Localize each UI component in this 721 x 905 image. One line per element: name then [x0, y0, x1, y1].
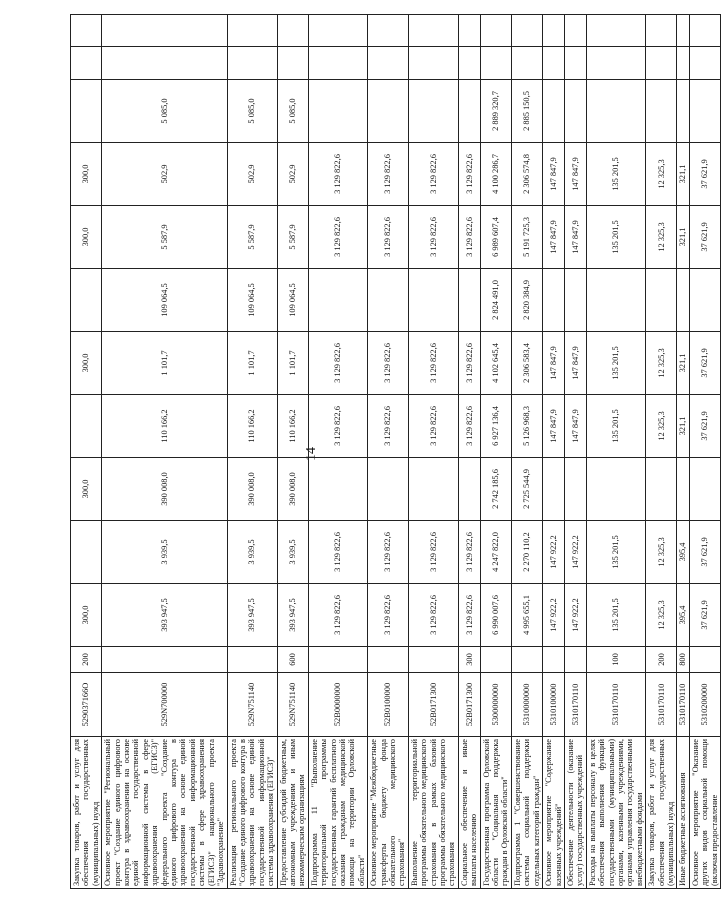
row-value-cell: 4 247 822,0	[480, 521, 511, 584]
row-value-cell	[646, 458, 677, 521]
row-code-cell: 52В0100000	[368, 673, 409, 737]
row-value-cell: 300,0	[71, 206, 102, 269]
row-value-cell: 502,9	[277, 143, 308, 206]
row-value-cell: 4 100 286,7	[480, 143, 511, 206]
row-name-cell: Государственная программа Орловской области "Социальная поддержка граждан в Орловской области"	[480, 737, 511, 889]
row-value-cell	[277, 47, 308, 80]
row-name-cell: Иные бюджетные ассигнования	[677, 737, 689, 889]
row-value-cell: 147 847,9	[543, 206, 565, 269]
row-value-cell: 390 008,0	[277, 458, 308, 521]
row-value-cell: 3 939,5	[102, 521, 227, 584]
row-value-cell	[71, 395, 102, 458]
row-value-cell: 12 325,3	[646, 521, 677, 584]
row-value-cell: 300,0	[71, 458, 102, 521]
row-value-cell: 135 201,5	[586, 332, 645, 395]
row-value-cell: 3 129 822,6	[368, 332, 409, 395]
row-value-cell: 147 847,9	[564, 395, 586, 458]
row-value-cell: 395,4	[677, 584, 689, 647]
row-value-cell	[677, 269, 689, 332]
row-value-cell	[646, 15, 677, 48]
table-row	[646, 15, 677, 889]
row-expense-type-cell	[480, 647, 511, 673]
row-value-cell	[586, 269, 645, 332]
row-code-cell: 5310170110	[677, 673, 689, 737]
row-value-cell: 321,1	[677, 143, 689, 206]
row-value-cell	[308, 458, 367, 521]
row-value-cell	[689, 15, 720, 48]
row-expense-type-cell	[511, 647, 542, 673]
row-value-cell: 300,0	[71, 584, 102, 647]
row-value-cell: 37 621,9	[689, 584, 720, 647]
row-code-cell: 5310170110	[586, 673, 645, 737]
row-value-cell	[71, 15, 102, 48]
row-value-cell: 37 621,9	[689, 143, 720, 206]
row-expense-type-cell: 600	[277, 647, 308, 673]
row-value-cell: 2 306 574,8	[511, 143, 542, 206]
row-value-cell	[308, 80, 367, 143]
row-value-cell	[543, 15, 565, 48]
row-value-cell: 135 201,5	[586, 143, 645, 206]
row-value-cell: 3 129 822,6	[458, 206, 480, 269]
row-value-cell: 502,9	[102, 143, 227, 206]
row-value-cell: 135 201,5	[586, 206, 645, 269]
row-expense-type-cell	[408, 647, 458, 673]
row-value-cell	[368, 458, 409, 521]
row-value-cell	[564, 458, 586, 521]
row-value-cell: 109 064,5	[102, 269, 227, 332]
row-expense-type-cell: 200	[71, 647, 102, 673]
row-value-cell: 3 129 822,6	[458, 332, 480, 395]
row-name-cell: Выполнение территориальной программы обязательного медицинского страхования в рамках базовой программы обязательного медицинского страхования	[408, 737, 458, 889]
row-value-cell: 147 847,9	[543, 395, 565, 458]
row-value-cell: 3 129 822,6	[308, 521, 367, 584]
row-value-cell: 2 725 544,9	[511, 458, 542, 521]
row-value-cell: 6 990 007,6	[480, 584, 511, 647]
table-row	[689, 15, 720, 889]
row-value-cell	[71, 80, 102, 143]
row-value-cell	[564, 80, 586, 143]
row-value-cell	[458, 47, 480, 80]
table-row	[458, 15, 480, 889]
row-value-cell: 147 922,2	[564, 521, 586, 584]
row-value-cell: 393 947,5	[277, 584, 308, 647]
row-value-cell	[689, 458, 720, 521]
row-value-cell	[564, 15, 586, 48]
row-value-cell: 12 325,3	[646, 395, 677, 458]
row-expense-type-cell: 100	[586, 647, 645, 673]
row-value-cell: 3 939,5	[227, 521, 277, 584]
row-value-cell	[543, 458, 565, 521]
table-row	[480, 15, 511, 889]
row-value-cell	[102, 15, 227, 48]
row-value-cell	[368, 47, 409, 80]
row-name-cell: Реализация регионального проекта "Создание единого цифрового контура в здравоохранении на основе единой государственной информационной системы здравоохранения (ЕГИСЗ)"	[227, 737, 277, 889]
row-value-cell	[586, 15, 645, 48]
row-value-cell: 135 201,5	[586, 521, 645, 584]
row-value-cell: 3 129 822,6	[458, 521, 480, 584]
row-value-cell	[564, 269, 586, 332]
row-expense-type-cell: 200	[646, 647, 677, 673]
row-code-cell: 529N700000	[102, 673, 227, 737]
rotated-page-content	[70, 14, 719, 889]
row-value-cell: 37 621,9	[689, 521, 720, 584]
row-expense-type-cell	[227, 647, 277, 673]
row-expense-type-cell: 300	[458, 647, 480, 673]
row-value-cell: 321,1	[677, 206, 689, 269]
table-row	[308, 15, 367, 889]
row-value-cell: 109 064,5	[227, 269, 277, 332]
row-code-cell: 52В0171300	[458, 673, 480, 737]
row-value-cell	[543, 269, 565, 332]
row-code-cell: 5310170110	[646, 673, 677, 737]
table-row	[102, 15, 227, 889]
row-value-cell	[408, 47, 458, 80]
row-name-cell: Социальное обеспечение и иные выплаты населению	[458, 737, 480, 889]
row-code-cell: 5310000000	[511, 673, 542, 737]
row-value-cell	[458, 80, 480, 143]
row-value-cell: 2 820 384,9	[511, 269, 542, 332]
row-value-cell	[368, 269, 409, 332]
row-name-cell: Подпрограмма 11 "Выполнение территориальной программы государственных гарантий бесплатного оказания гражданам медицинской помощи на территории Орловской области"	[308, 737, 367, 889]
table-row	[227, 15, 277, 889]
row-value-cell	[480, 47, 511, 80]
table-row	[564, 15, 586, 889]
table-row	[71, 15, 102, 889]
budget-table	[70, 14, 721, 889]
row-value-cell	[408, 80, 458, 143]
row-name-cell: Закупка товаров, работ и услуг для обеспечения государственных (муниципальных) нужд	[646, 737, 677, 889]
row-expense-type-cell	[689, 647, 720, 673]
row-value-cell: 393 947,5	[227, 584, 277, 647]
row-value-cell: 1 101,7	[227, 332, 277, 395]
row-code-cell: 5310100000	[543, 673, 565, 737]
row-value-cell: 3 129 822,6	[458, 584, 480, 647]
row-value-cell: 5 085,0	[227, 80, 277, 143]
row-code-cell: 5310200000	[689, 673, 720, 737]
row-value-cell: 135 201,5	[586, 584, 645, 647]
row-code-cell: 52В0000000	[308, 673, 367, 737]
row-value-cell: 3 129 822,6	[458, 395, 480, 458]
row-value-cell: 2 306 583,4	[511, 332, 542, 395]
row-value-cell: 2 270 110,2	[511, 521, 542, 584]
row-value-cell: 110 166,2	[102, 395, 227, 458]
row-value-cell: 6 927 136,4	[480, 395, 511, 458]
row-value-cell: 395,4	[677, 521, 689, 584]
row-value-cell: 12 325,3	[646, 584, 677, 647]
row-value-cell: 4 995 655,1	[511, 584, 542, 647]
row-value-cell: 3 129 822,6	[368, 521, 409, 584]
row-value-cell	[308, 47, 367, 80]
row-value-cell	[408, 15, 458, 48]
row-code-cell: 52В0171300	[408, 673, 458, 737]
row-code-cell: 529037166О	[71, 673, 102, 737]
row-expense-type-cell	[102, 647, 227, 673]
row-value-cell: 321,1	[677, 395, 689, 458]
row-value-cell	[689, 47, 720, 80]
row-value-cell: 3 129 822,6	[408, 206, 458, 269]
table-row	[368, 15, 409, 889]
row-value-cell: 37 621,9	[689, 332, 720, 395]
row-name-cell: Основное мероприятие "Межбюджетные трансферты бюджету фонда обязательного медицинского страхования"	[368, 737, 409, 889]
row-value-cell	[646, 47, 677, 80]
row-value-cell	[368, 80, 409, 143]
row-value-cell: 2 885 150,5	[511, 80, 542, 143]
row-value-cell: 147 847,9	[564, 332, 586, 395]
row-value-cell	[227, 47, 277, 80]
row-expense-type-cell	[368, 647, 409, 673]
row-value-cell	[677, 458, 689, 521]
row-value-cell	[458, 269, 480, 332]
row-value-cell: 5 587,9	[277, 206, 308, 269]
row-value-cell: 300,0	[71, 332, 102, 395]
row-expense-type-cell	[564, 647, 586, 673]
table-row	[511, 15, 542, 889]
row-value-cell	[689, 269, 720, 332]
page-number: 14	[304, 447, 319, 461]
row-name-cell: Предоставление субсидий бюджетным, автономным учреждениям и иным некоммерческим организациям	[277, 737, 308, 889]
row-value-cell: 109 064,5	[277, 269, 308, 332]
row-value-cell	[677, 47, 689, 80]
row-value-cell	[480, 15, 511, 48]
table-row	[543, 15, 565, 889]
row-value-cell: 147 922,2	[543, 521, 565, 584]
row-value-cell	[408, 269, 458, 332]
row-value-cell: 147 847,9	[543, 143, 565, 206]
row-value-cell: 147 847,9	[564, 206, 586, 269]
row-value-cell: 502,9	[227, 143, 277, 206]
row-value-cell: 3 129 822,6	[308, 206, 367, 269]
row-value-cell: 3 129 822,6	[308, 143, 367, 206]
row-value-cell: 147 847,9	[564, 143, 586, 206]
row-value-cell	[543, 47, 565, 80]
row-value-cell: 135 201,5	[586, 395, 645, 458]
row-value-cell: 3 129 822,6	[308, 332, 367, 395]
row-value-cell	[71, 269, 102, 332]
row-value-cell: 2 824 491,0	[480, 269, 511, 332]
row-value-cell: 1 101,7	[102, 332, 227, 395]
row-value-cell: 6 989 607,4	[480, 206, 511, 269]
row-value-cell: 37 621,9	[689, 395, 720, 458]
row-name-cell: Расходы на выплаты персоналу в целях обеспечения выполнения функций государственными (муниципальными) органами, казенными учреждениями, органами управления государственными внебюджетными фондами	[586, 737, 645, 889]
row-value-cell: 12 325,3	[646, 332, 677, 395]
row-value-cell: 147 922,2	[543, 584, 565, 647]
row-value-cell: 110 166,2	[277, 395, 308, 458]
table-row	[586, 15, 645, 889]
row-value-cell	[308, 269, 367, 332]
row-expense-type-cell	[308, 647, 367, 673]
row-value-cell	[458, 458, 480, 521]
row-value-cell: 12 325,3	[646, 143, 677, 206]
row-value-cell: 5 085,0	[102, 80, 227, 143]
row-value-cell: 4 102 645,4	[480, 332, 511, 395]
row-value-cell: 110 166,2	[227, 395, 277, 458]
table-row	[408, 15, 458, 889]
row-value-cell	[646, 269, 677, 332]
row-value-cell: 390 008,0	[227, 458, 277, 521]
row-value-cell	[408, 458, 458, 521]
row-value-cell: 3 129 822,6	[308, 584, 367, 647]
row-value-cell	[368, 15, 409, 48]
row-value-cell: 3 129 822,6	[368, 143, 409, 206]
row-value-cell: 5 126 968,3	[511, 395, 542, 458]
row-value-cell: 3 129 822,6	[408, 332, 458, 395]
row-value-cell: 3 129 822,6	[368, 206, 409, 269]
row-value-cell: 3 129 822,6	[408, 143, 458, 206]
row-value-cell	[511, 47, 542, 80]
row-value-cell: 5 587,9	[227, 206, 277, 269]
row-value-cell: 2 889 320,7	[480, 80, 511, 143]
row-code-cell: 5310170110	[564, 673, 586, 737]
row-value-cell: 147 847,9	[543, 332, 565, 395]
row-value-cell	[586, 47, 645, 80]
row-value-cell: 5 085,0	[277, 80, 308, 143]
row-expense-type-cell: 800	[677, 647, 689, 673]
row-value-cell: 390 008,0	[102, 458, 227, 521]
row-value-cell	[543, 80, 565, 143]
row-value-cell	[646, 80, 677, 143]
row-value-cell: 3 939,5	[277, 521, 308, 584]
row-value-cell	[71, 521, 102, 584]
row-value-cell	[308, 15, 367, 48]
row-code-cell: 5300000000	[480, 673, 511, 737]
row-value-cell: 3 129 822,6	[408, 521, 458, 584]
row-name-cell: Основное мероприятие "Содержание казенных учреждений"	[543, 737, 565, 889]
row-value-cell: 3 129 822,6	[408, 395, 458, 458]
row-value-cell: 1 101,7	[277, 332, 308, 395]
row-value-cell: 3 129 822,6	[368, 584, 409, 647]
table-row	[677, 15, 689, 889]
row-value-cell: 393 947,5	[102, 584, 227, 647]
row-value-cell	[689, 80, 720, 143]
row-value-cell	[227, 15, 277, 48]
row-value-cell	[677, 80, 689, 143]
budget-table-container	[70, 14, 719, 889]
row-value-cell: 2 742 185,6	[480, 458, 511, 521]
row-value-cell	[586, 80, 645, 143]
row-name-cell: Основное мероприятие "Оказание других видов социальной помощи (включая предоставление	[689, 737, 720, 889]
row-value-cell	[277, 15, 308, 48]
row-value-cell	[511, 15, 542, 48]
row-value-cell: 37 621,9	[689, 206, 720, 269]
row-value-cell: 147 922,2	[564, 584, 586, 647]
row-value-cell: 3 129 822,6	[308, 395, 367, 458]
row-value-cell: 3 129 822,6	[408, 584, 458, 647]
row-value-cell	[677, 15, 689, 48]
row-value-cell: 3 129 822,6	[368, 395, 409, 458]
row-name-cell: Закупка товаров, работ и услуг для обеспечения государственных (муниципальных) нужд	[71, 737, 102, 889]
row-value-cell	[586, 458, 645, 521]
row-value-cell: 5 587,9	[102, 206, 227, 269]
row-expense-type-cell	[543, 647, 565, 673]
row-name-cell: Основное мероприятие "Региональный проект "Создание единого цифрового контура в здравоохранении на основе единой государственной информационной системы в сфере здравоохранения (ЕГИСЗ)" федерального проекта "Создание единого цифрового контура в здравоохранении на основе единой государственной информационной системы в сфере здравоохранения (ЕГИСЗ)" национального проекта "Здравоохранение"	[102, 737, 227, 889]
row-value-cell: 321,1	[677, 332, 689, 395]
row-name-cell: Обеспечение деятельности (оказание услуг) государственных учреждений	[564, 737, 586, 889]
row-name-cell: Подпрограмма 1 "Совершенствование системы социальной поддержки отдельных категорий граждан"	[511, 737, 542, 889]
row-code-cell: 529N751140	[227, 673, 277, 737]
row-value-cell	[564, 47, 586, 80]
table-row	[277, 15, 308, 889]
row-value-cell: 12 325,3	[646, 206, 677, 269]
row-value-cell	[71, 47, 102, 80]
row-value-cell: 300,0	[71, 143, 102, 206]
row-value-cell: 3 129 822,6	[458, 143, 480, 206]
row-value-cell: 5 191 725,3	[511, 206, 542, 269]
row-code-cell: 529N751140	[277, 673, 308, 737]
row-value-cell	[458, 15, 480, 48]
row-value-cell	[102, 47, 227, 80]
table-body	[71, 15, 721, 889]
